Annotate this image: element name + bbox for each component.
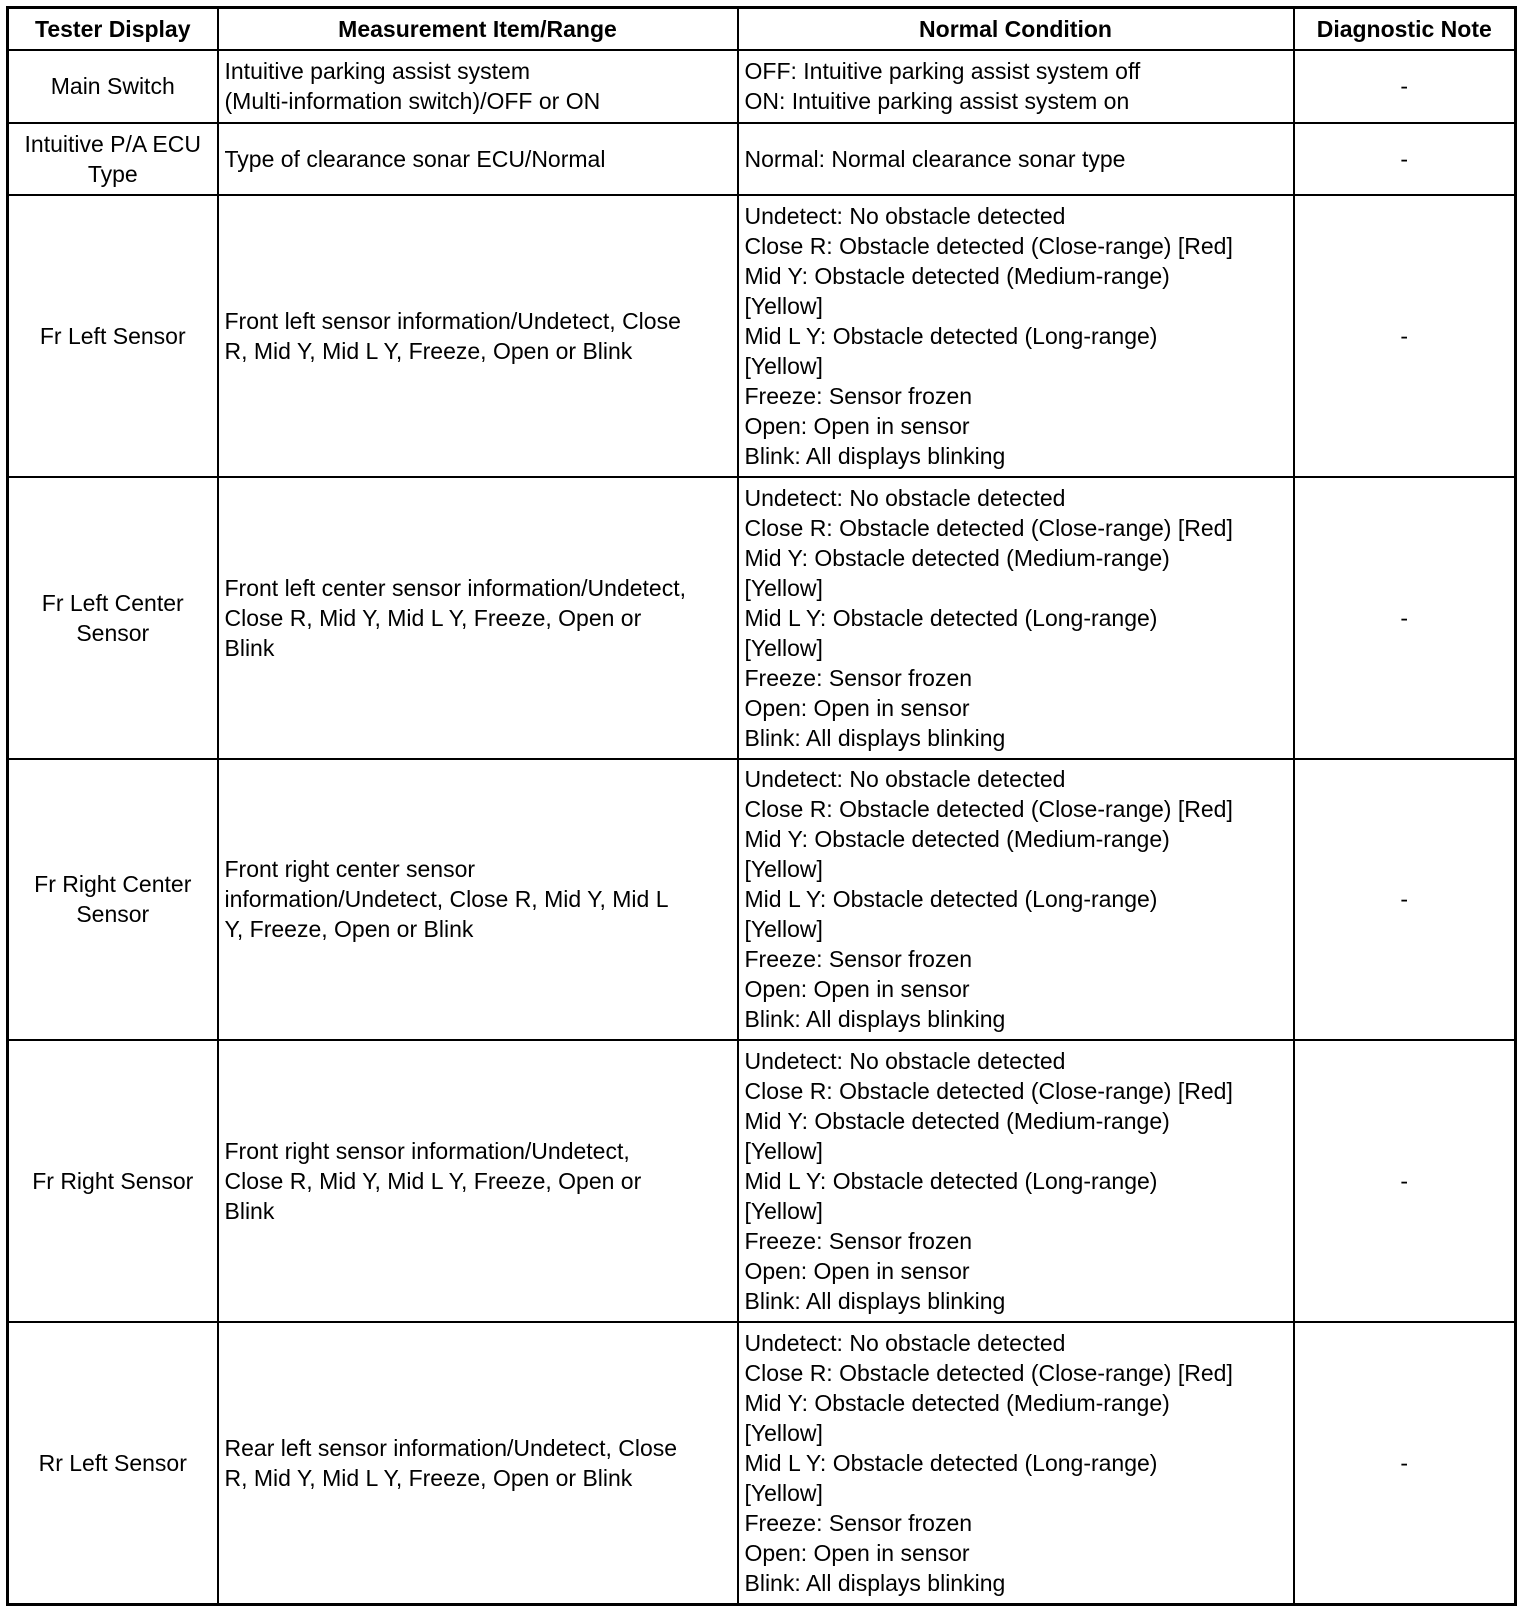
- tester-display-cell: [8, 1322, 218, 1604]
- measurement-item-cell-line: Close R, Mid Y, Mid L Y, Freeze, Open or: [224, 604, 642, 631]
- table-row: [8, 123, 1516, 196]
- normal-condition-cell-line: Mid L Y: Obstacle detected (Long-range): [744, 604, 1158, 631]
- tester-display-cell: [8, 1040, 218, 1322]
- measurement-item-cell-line: Front right sensor information/Undetect,: [224, 1138, 630, 1165]
- tester-display-cell-line: Intuitive P/A ECU: [24, 130, 201, 157]
- normal-condition-cell-line: [Yellow]: [744, 1420, 823, 1447]
- tester-display-cell-line: Sensor: [76, 901, 150, 928]
- tester-display-cell-line: Fr Right Sensor: [32, 1168, 194, 1195]
- normal-condition-cell-line: Mid L Y: Obstacle detected (Long-range): [744, 1450, 1158, 1477]
- header-tester-display: Tester Display: [8, 8, 218, 51]
- normal-condition-cell-line: Undetect: No obstacle detected: [744, 766, 1066, 793]
- tester-display-cell-line: Type: [87, 160, 138, 187]
- normal-condition-cell-line: Blink: All displays blinking: [744, 442, 1006, 469]
- normal-condition-cell-line: Normal: Normal clearance sonar type: [744, 145, 1126, 172]
- normal-condition-cell-line: Open: Open in sensor: [744, 1258, 970, 1285]
- tester-display-table: [6, 6, 1517, 1606]
- table-row: [8, 1040, 1516, 1322]
- diagnostic-note-cell: -: [1294, 1322, 1516, 1604]
- diagnostic-note-cell: -: [1294, 195, 1516, 477]
- tester-display-cell-line: Fr Left Center: [41, 589, 184, 616]
- normal-condition-cell: [738, 123, 1294, 196]
- normal-condition-cell: [738, 195, 1294, 477]
- normal-condition-cell-line: Open: Open in sensor: [744, 694, 970, 721]
- normal-condition-cell-line: [Yellow]: [744, 292, 823, 319]
- normal-condition-cell-line: Close R: Obstacle detected (Close-range) [Red]: [744, 514, 1233, 541]
- normal-condition-cell-line: Freeze: Sensor frozen: [744, 382, 973, 409]
- tester-display-cell-line: Rr Left Sensor: [38, 1450, 187, 1477]
- measurement-item-cell-line: information/Undetect, Close R, Mid Y, Mid L: [224, 886, 669, 913]
- table-row: [8, 759, 1516, 1041]
- tester-display-cell-line: Fr Right Center: [34, 871, 192, 898]
- normal-condition-cell-line: Close R: Obstacle detected (Close-range) [Red]: [744, 796, 1233, 823]
- normal-condition-cell-line: OFF: Intuitive parking assist system off: [744, 58, 1141, 85]
- normal-condition-cell-line: Mid L Y: Obstacle detected (Long-range): [744, 322, 1158, 349]
- diagnostic-note-cell: -: [1294, 50, 1516, 123]
- normal-condition-cell-line: Mid Y: Obstacle detected (Medium-range): [744, 262, 1170, 289]
- normal-condition-cell-line: Mid L Y: Obstacle detected (Long-range): [744, 886, 1158, 913]
- normal-condition-cell-line: Blink: All displays blinking: [744, 1570, 1006, 1597]
- normal-condition-cell-line: Blink: All displays blinking: [744, 1288, 1006, 1315]
- measurement-item-cell: [218, 477, 738, 759]
- normal-condition-cell-line: Mid Y: Obstacle detected (Medium-range): [744, 1390, 1170, 1417]
- header-row: [8, 8, 1516, 51]
- header-diagnostic-note: Diagnostic Note: [1294, 8, 1516, 51]
- measurement-item-cell-line: R, Mid Y, Mid L Y, Freeze, Open or Blink: [224, 337, 633, 364]
- tester-display-cell-line: Main Switch: [50, 73, 175, 100]
- header-measurement-item: Measurement Item/Range: [218, 8, 738, 51]
- measurement-item-cell-line: Blink: [224, 634, 275, 661]
- normal-condition-cell-line: Mid L Y: Obstacle detected (Long-range): [744, 1168, 1158, 1195]
- measurement-item-cell: [218, 50, 738, 123]
- diagnostic-note-cell: -: [1294, 759, 1516, 1041]
- normal-condition-cell: [738, 1322, 1294, 1604]
- tester-display-cell: [8, 759, 218, 1041]
- normal-condition-cell: [738, 759, 1294, 1041]
- measurement-item-cell: [218, 195, 738, 477]
- table-row: [8, 1322, 1516, 1604]
- measurement-item-cell: [218, 123, 738, 196]
- measurement-item-cell-line: Close R, Mid Y, Mid L Y, Freeze, Open or: [224, 1168, 642, 1195]
- normal-condition-cell-line: [Yellow]: [744, 1138, 823, 1165]
- measurement-item-cell: [218, 759, 738, 1041]
- normal-condition-cell-line: Open: Open in sensor: [744, 1540, 970, 1567]
- measurement-item-cell-line: Type of clearance sonar ECU/Normal: [224, 145, 606, 172]
- normal-condition-cell-line: [Yellow]: [744, 856, 823, 883]
- table-row: [8, 195, 1516, 477]
- tester-display-cell: [8, 50, 218, 123]
- diagnostic-note-cell: -: [1294, 123, 1516, 196]
- measurement-item-cell-line: Y, Freeze, Open or Blink: [224, 916, 474, 943]
- diagnostic-note-cell: -: [1294, 477, 1516, 759]
- normal-condition-cell-line: Freeze: Sensor frozen: [744, 664, 973, 691]
- header-normal-condition: Normal Condition: [738, 8, 1294, 51]
- tester-display-cell: [8, 477, 218, 759]
- measurement-item-cell-line: Intuitive parking assist system: [224, 58, 531, 85]
- diagnostic-note-cell: -: [1294, 1040, 1516, 1322]
- normal-condition-cell-line: Close R: Obstacle detected (Close-range) [Red]: [744, 1078, 1233, 1105]
- measurement-item-cell-line: (Multi-information switch)/OFF or ON: [224, 88, 601, 115]
- tester-display-cell-line: Sensor: [76, 619, 150, 646]
- measurement-item-cell-line: Front right center sensor: [224, 856, 476, 883]
- normal-condition-cell-line: Mid Y: Obstacle detected (Medium-range): [744, 544, 1170, 571]
- normal-condition-cell-line: Freeze: Sensor frozen: [744, 1228, 973, 1255]
- normal-condition-cell-line: Mid Y: Obstacle detected (Medium-range): [744, 826, 1170, 853]
- tester-display-cell: [8, 195, 218, 477]
- normal-condition-cell-line: ON: Intuitive parking assist system on: [744, 88, 1130, 115]
- normal-condition-cell-line: Close R: Obstacle detected (Close-range) [Red]: [744, 1360, 1233, 1387]
- measurement-item-cell-line: Front left center sensor information/Undetect,: [224, 574, 686, 601]
- normal-condition-cell-line: Freeze: Sensor frozen: [744, 946, 973, 973]
- normal-condition-cell: [738, 50, 1294, 123]
- normal-condition-cell-line: Undetect: No obstacle detected: [744, 1048, 1066, 1075]
- normal-condition-cell-line: [Yellow]: [744, 352, 823, 379]
- normal-condition-cell-line: [Yellow]: [744, 634, 823, 661]
- normal-condition-cell-line: [Yellow]: [744, 1480, 823, 1507]
- normal-condition-cell-line: [Yellow]: [744, 1198, 823, 1225]
- measurement-item-cell-line: Front left sensor information/Undetect, Close: [224, 307, 681, 334]
- normal-condition-cell-line: [Yellow]: [744, 574, 823, 601]
- normal-condition-cell-line: Undetect: No obstacle detected: [744, 1330, 1066, 1357]
- measurement-item-cell: [218, 1040, 738, 1322]
- normal-condition-cell-line: Open: Open in sensor: [744, 976, 970, 1003]
- normal-condition-cell: [738, 477, 1294, 759]
- tester-display-cell-line: Fr Left Sensor: [39, 322, 186, 349]
- normal-condition-cell-line: Blink: All displays blinking: [744, 1006, 1006, 1033]
- normal-condition-cell-line: Close R: Obstacle detected (Close-range) [Red]: [744, 232, 1233, 259]
- normal-condition-cell-line: Open: Open in sensor: [744, 412, 970, 439]
- table-row: [8, 50, 1516, 123]
- measurement-item-cell: [218, 1322, 738, 1604]
- normal-condition-cell: [738, 1040, 1294, 1322]
- measurement-item-cell-line: R, Mid Y, Mid L Y, Freeze, Open or Blink: [224, 1465, 633, 1492]
- normal-condition-cell-line: Blink: All displays blinking: [744, 724, 1006, 751]
- table-row: [8, 477, 1516, 759]
- measurement-item-cell-line: Blink: [224, 1198, 275, 1225]
- tester-display-cell: [8, 123, 218, 196]
- measurement-item-cell-line: Rear left sensor information/Undetect, Close: [224, 1435, 678, 1462]
- normal-condition-cell-line: Mid Y: Obstacle detected (Medium-range): [744, 1108, 1170, 1135]
- normal-condition-cell-line: Undetect: No obstacle detected: [744, 484, 1066, 511]
- normal-condition-cell-line: Undetect: No obstacle detected: [744, 202, 1066, 229]
- normal-condition-cell-line: [Yellow]: [744, 916, 823, 943]
- normal-condition-cell-line: Freeze: Sensor frozen: [744, 1510, 973, 1537]
